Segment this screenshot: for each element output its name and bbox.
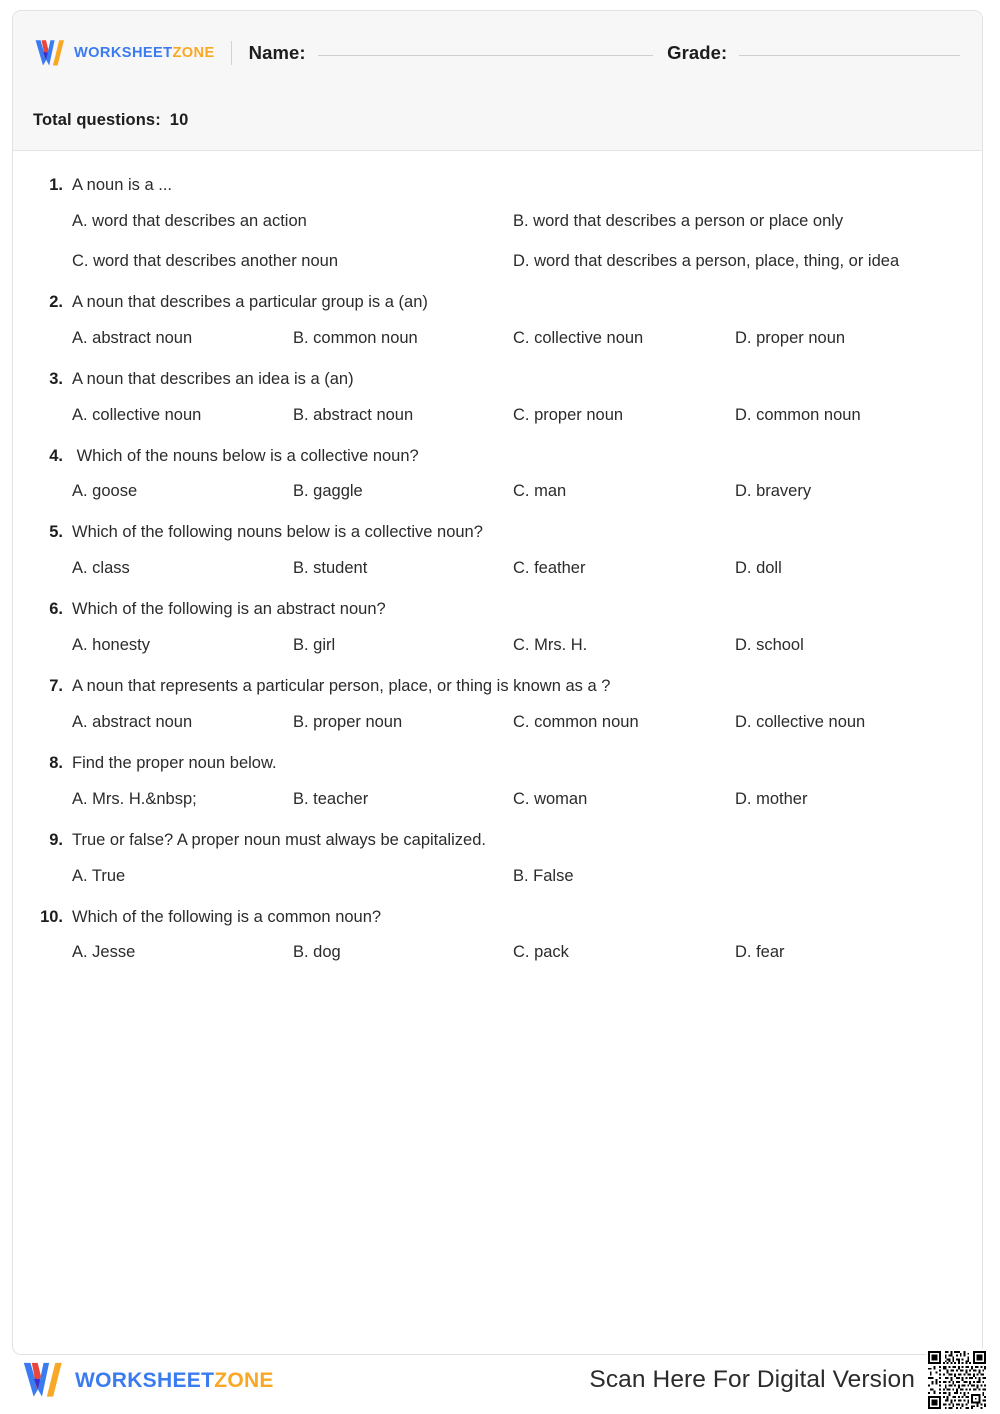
answer-option[interactable]: D. proper noun bbox=[735, 328, 846, 347]
question-number: 6. bbox=[49, 600, 63, 619]
question-number: 4. bbox=[49, 446, 63, 465]
worksheet-footer bbox=[12, 1354, 988, 1406]
worksheetzone-logo-icon bbox=[33, 38, 67, 68]
question-head bbox=[33, 597, 962, 622]
question-number: 5. bbox=[49, 523, 63, 542]
question-head bbox=[33, 173, 962, 198]
question-options bbox=[33, 480, 962, 503]
answer-option[interactable]: C. Mrs. H. bbox=[513, 636, 588, 655]
questions-list bbox=[13, 151, 982, 992]
question-item bbox=[33, 444, 962, 504]
name-field[interactable] bbox=[249, 42, 653, 64]
question-text: Find the proper noun below. bbox=[72, 754, 277, 772]
answer-option[interactable]: A. collective noun bbox=[72, 405, 202, 424]
question-number: 2. bbox=[49, 292, 63, 311]
answer-option[interactable]: D. common noun bbox=[735, 405, 861, 424]
answer-option[interactable]: B. dog bbox=[293, 943, 341, 962]
question-item bbox=[33, 905, 962, 965]
qr-code-icon[interactable] bbox=[926, 1349, 988, 1411]
name-label: Name: bbox=[248, 42, 306, 63]
answer-option[interactable]: A. class bbox=[72, 559, 130, 578]
question-item bbox=[33, 367, 962, 427]
answer-option[interactable]: D. word that describes a person, place, thing, or idea bbox=[513, 251, 900, 270]
question-text: Which of the following is an abstract noun? bbox=[72, 600, 386, 619]
answer-option[interactable]: D. fear bbox=[735, 943, 785, 962]
question-number: 8. bbox=[49, 754, 63, 772]
question-options bbox=[33, 941, 962, 964]
brand-wordmark-part1: WORKSHEET bbox=[74, 44, 173, 61]
total-questions bbox=[33, 111, 188, 130]
answer-option[interactable]: A. abstract noun bbox=[72, 712, 193, 731]
worksheet-header bbox=[13, 11, 982, 151]
total-questions-value: 10 bbox=[169, 111, 189, 129]
question-options bbox=[33, 210, 962, 273]
question-text: A noun that describes an idea is a (an) bbox=[72, 369, 354, 388]
question-head bbox=[33, 828, 962, 853]
answer-option[interactable]: A. goose bbox=[72, 482, 138, 501]
question-number: 9. bbox=[49, 830, 63, 849]
grade-write-line[interactable] bbox=[739, 55, 960, 56]
answer-option[interactable]: C. proper noun bbox=[513, 405, 624, 424]
header-divider bbox=[231, 41, 232, 65]
question-head bbox=[33, 520, 962, 545]
question-text: True or false? A proper noun must always be capitalized. bbox=[72, 830, 486, 849]
question-options bbox=[33, 711, 962, 734]
grade-field[interactable] bbox=[667, 42, 960, 64]
question-text: Which of the nouns below is a collective noun? bbox=[72, 446, 419, 465]
question-head bbox=[33, 905, 962, 930]
answer-option[interactable]: B. common noun bbox=[293, 328, 418, 347]
question-text: A noun that represents a particular person, place, or thing is known as a ? bbox=[72, 677, 611, 696]
answer-option[interactable]: A. True bbox=[72, 866, 126, 885]
question-head bbox=[33, 444, 962, 469]
question-item bbox=[33, 674, 962, 734]
answer-option[interactable]: C. feather bbox=[513, 559, 586, 578]
answer-option[interactable]: A. word that describes an action bbox=[72, 211, 307, 230]
grade-label: Grade: bbox=[667, 42, 728, 63]
answer-option[interactable]: A. abstract noun bbox=[72, 328, 193, 347]
answer-option[interactable]: C. collective noun bbox=[513, 328, 644, 347]
answer-option[interactable]: C. pack bbox=[513, 943, 569, 962]
answer-option[interactable]: B. girl bbox=[293, 636, 336, 655]
footer-wordmark bbox=[75, 1370, 274, 1391]
answer-option[interactable]: C. woman bbox=[513, 789, 588, 808]
question-head bbox=[33, 290, 962, 315]
question-options bbox=[33, 327, 962, 350]
question-item bbox=[33, 173, 962, 273]
brand-wordmark-part2: ZONE bbox=[172, 44, 215, 61]
footer-wordmark-part1: WORKSHEET bbox=[75, 1368, 215, 1392]
answer-option[interactable]: A. Jesse bbox=[72, 943, 136, 962]
question-text: A noun that describes a particular group is a (an) bbox=[72, 292, 428, 311]
answer-option[interactable]: D. doll bbox=[735, 559, 782, 578]
answer-option[interactable]: C. man bbox=[513, 482, 567, 501]
question-options bbox=[33, 557, 962, 580]
worksheetzone-logo-icon-footer bbox=[20, 1360, 66, 1400]
answer-option[interactable]: B. proper noun bbox=[293, 712, 403, 731]
answer-option[interactable]: D. mother bbox=[735, 789, 808, 808]
question-item bbox=[33, 520, 962, 580]
question-number: 7. bbox=[49, 677, 63, 696]
question-options bbox=[33, 788, 962, 811]
worksheet-sheet bbox=[12, 10, 983, 1355]
answer-option[interactable]: B. gaggle bbox=[293, 482, 363, 501]
question-head bbox=[33, 674, 962, 699]
scan-instruction-text: Scan Here For Digital Version bbox=[589, 1366, 915, 1393]
answer-option[interactable]: D. bravery bbox=[735, 482, 812, 501]
question-head bbox=[33, 751, 962, 776]
question-number: 1. bbox=[49, 176, 63, 194]
question-head bbox=[33, 367, 962, 392]
question-text: Which of the following is a common noun? bbox=[72, 907, 382, 926]
question-text: Which of the following nouns below is a collective noun? bbox=[72, 523, 483, 542]
answer-option[interactable]: A. Mrs. H.&nbsp; bbox=[72, 789, 197, 808]
answer-option[interactable]: D. collective noun bbox=[735, 712, 866, 731]
question-options bbox=[33, 404, 962, 427]
answer-option[interactable]: D. school bbox=[735, 636, 804, 655]
question-text: A noun is a ... bbox=[72, 176, 172, 194]
answer-option[interactable]: A. honesty bbox=[72, 636, 150, 655]
footer-wordmark-part2: ZONE bbox=[214, 1368, 274, 1392]
answer-option[interactable]: B. student bbox=[293, 559, 368, 578]
answer-option[interactable]: B. False bbox=[513, 866, 574, 885]
answer-option[interactable]: C. common noun bbox=[513, 712, 639, 731]
brand-wordmark bbox=[74, 46, 215, 61]
question-item bbox=[33, 751, 962, 811]
header-row bbox=[13, 29, 982, 77]
question-number: 3. bbox=[49, 369, 63, 388]
answer-option[interactable]: B. abstract noun bbox=[293, 405, 414, 424]
answer-option[interactable]: C. word that describes another noun bbox=[72, 251, 338, 270]
answer-option[interactable]: B. teacher bbox=[293, 789, 369, 808]
total-questions-label: Total questions: bbox=[33, 111, 161, 129]
answer-option[interactable]: B. word that describes a person or place only bbox=[513, 211, 844, 230]
question-item bbox=[33, 290, 962, 350]
question-options bbox=[33, 865, 962, 888]
question-number: 10. bbox=[40, 907, 63, 926]
question-item bbox=[33, 597, 962, 657]
footer-brand bbox=[12, 1360, 274, 1400]
name-write-line[interactable] bbox=[318, 55, 653, 56]
question-options bbox=[33, 634, 962, 657]
question-item bbox=[33, 828, 962, 888]
